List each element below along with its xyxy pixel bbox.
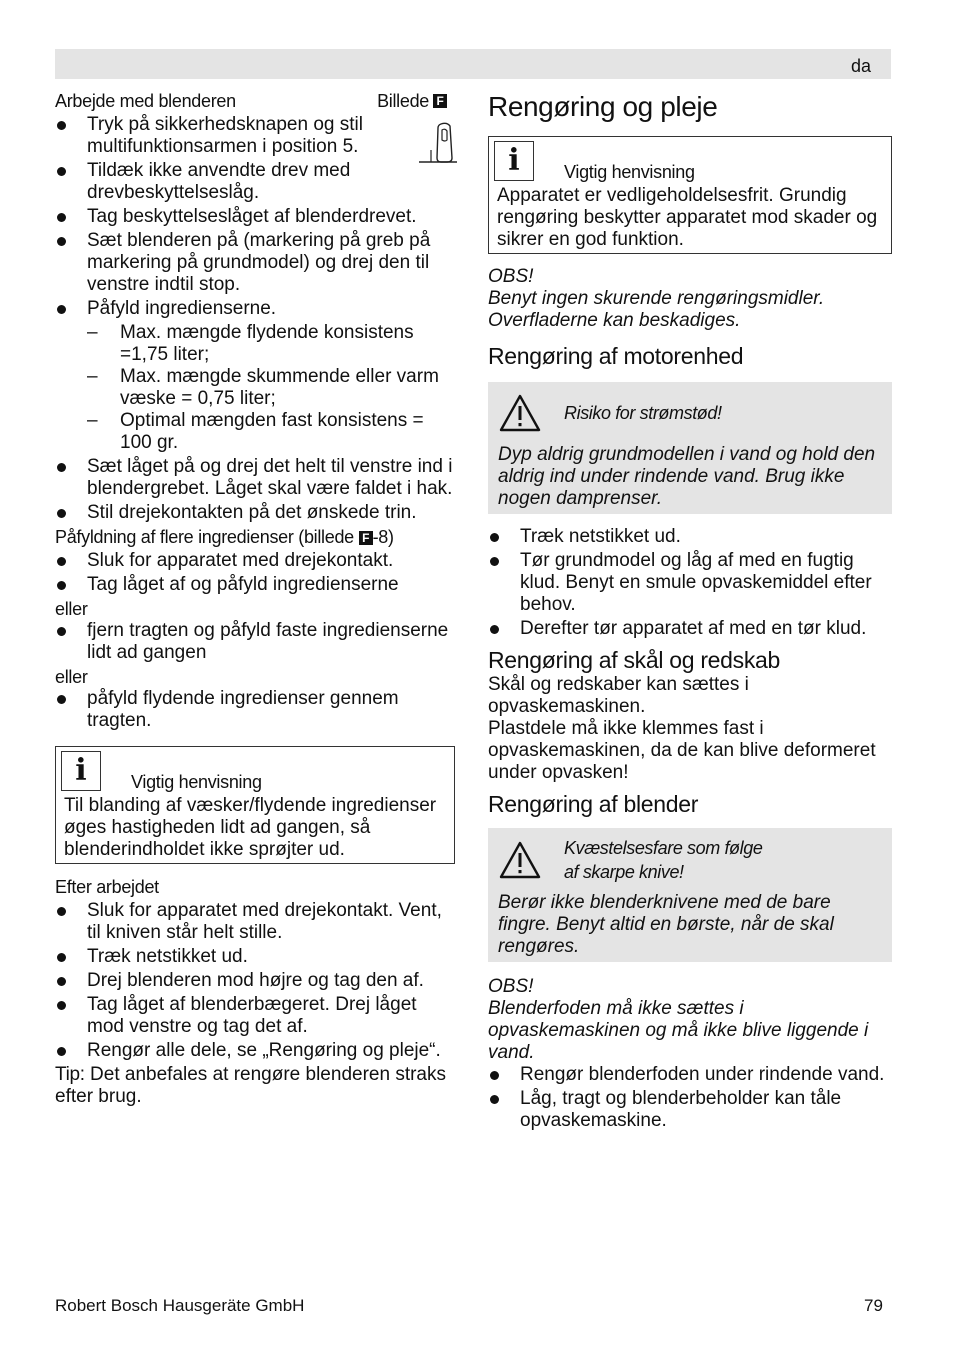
list-item: Sæt låget på og drej det helt til venstre ind i blendergrebet. Låget skal være faldet i hak. — [55, 456, 455, 500]
sub-list-item: – Optimal mængden fast konsistens = 100 gr. — [55, 410, 455, 454]
tip-text: Det anbefales at rengøre blenderen straks efter brug. — [55, 1064, 446, 1107]
section-work-header — [55, 90, 455, 112]
info-icon: i — [61, 751, 101, 791]
list-item: Tildæk ikke anvendte drev med drevbeskyttelseslåg. — [55, 160, 455, 204]
warning-text: Dyp aldrig grundmodellen i vand og hold den aldrig ind under rindende vand. Brug ikke nogen damprenser. — [498, 444, 876, 509]
section-title-bowl: Rengøring af skål og redskab — [488, 647, 781, 673]
after-work-list — [55, 900, 455, 1062]
or-label: eller — [55, 599, 88, 619]
warning-text: Berør ikke blenderknivene med de bare fingre. Benyt altid en børste, når de skal rengøres. — [498, 892, 834, 957]
warning-triangle-icon — [498, 840, 542, 880]
list-item: Stil drejekontakten på det ønskede trin. — [55, 502, 455, 524]
language-code: da — [850, 56, 871, 76]
note-text: Apparatet er vedligeholdelsesfrit. Grundig rengøring beskytter apparatet mod skader og sikrer en god funktion. — [497, 185, 878, 250]
bowl-paragraph-2: Plastdele må ikke klemmes fast i opvaskemaskinen, da de kan blive deformeret under opvasken! — [488, 718, 876, 783]
list-item: Rengør blenderfoden under rindende vand. — [488, 1064, 892, 1086]
refill-list-b — [55, 620, 455, 664]
figure-letter-box: F — [359, 531, 373, 545]
or-label: eller — [55, 667, 88, 687]
bowl-paragraph-1: Skål og redskaber kan sættes i opvaskemaskinen. — [488, 674, 749, 717]
note-title: Vigtig henvisning — [131, 772, 262, 792]
important-note-box — [55, 746, 455, 864]
sub-list-item: – Max. mængde skummende eller varm væske = 0,75 liter; — [55, 366, 455, 410]
tip-label: Tip: — [55, 1064, 85, 1085]
list-item: Tag beskyttelseslåget af blenderdrevet. — [55, 206, 455, 228]
section-title-blender: Rengøring af blender — [488, 791, 699, 817]
section-title-motor: Rengøring af motorenhed — [488, 343, 744, 369]
quantity-sub-list — [55, 322, 455, 454]
page-title: Rengøring og pleje — [488, 91, 718, 122]
warning-title: Risiko for strømstød! — [564, 403, 722, 423]
sub-list-item: – Max. mængde flydende konsistens =1,75 liter; — [55, 322, 455, 366]
figure-label: Billede — [377, 91, 429, 111]
list-item: Sæt blenderen på (markering på greb på markering på grundmodel) og drej den til venstre indtil stop. — [55, 230, 455, 296]
note-header — [64, 747, 446, 795]
refill-list-c — [55, 688, 455, 732]
list-item: Rengør alle dele, se „Rengøring og pleje“. — [55, 1040, 455, 1062]
warning-box-electric — [488, 382, 892, 514]
right-column — [488, 90, 892, 1134]
list-item: Drej blenderen mod højre og tag den af. — [55, 970, 455, 992]
warning-triangle-icon — [498, 393, 542, 433]
list-item: påfyld flydende ingredienser gennem tragten. — [55, 688, 455, 732]
important-note-box — [488, 136, 892, 254]
list-item: Påfyld ingredienserne. — [55, 298, 455, 320]
warning-box-knives — [488, 828, 892, 962]
note-text: Til blanding af væsker/flydende ingredienser øges hastigheden lidt ad gangen, så blenderindholdet ikke sprøjter ud. — [64, 795, 437, 860]
list-item: fjern tragten og påfyld faste ingredienserne lidt ad gangen — [55, 620, 455, 664]
note-header — [497, 137, 883, 185]
refill-list — [55, 550, 455, 596]
warning-title: Kvæstelsesfare som følge af skarpe knive! — [564, 838, 763, 882]
list-item: Tag låget af og påfyld ingredienserne — [55, 574, 455, 596]
note-title: Vigtig henvisning — [564, 162, 695, 182]
list-item: Tryk på sikkerhedsknapen og stil multifunktionsarmen i position 5. — [55, 114, 455, 158]
list-item: Tag låget af blenderbægeret. Drej låget mod venstre og tag det af. — [55, 994, 455, 1038]
footer-company: Robert Bosch Hausgeräte GmbH — [55, 1296, 305, 1315]
obs-text: Benyt ingen skurende rengøringsmidler. Overfladerne kan beskadiges. — [488, 288, 825, 331]
work-steps-list — [55, 114, 455, 320]
warning-header — [498, 828, 882, 892]
list-item: Træk netstikket ud. — [488, 526, 892, 548]
warning-header — [498, 382, 882, 444]
list-item: Tør grundmodel og låg af med en fugtig klud. Benyt en smule opvaskemiddel efter behov. — [488, 550, 892, 616]
list-item: Sluk for apparatet med drejekontakt. Vent, til kniven står helt stille. — [55, 900, 455, 944]
figure-reference — [377, 90, 447, 112]
info-icon: i — [494, 141, 534, 181]
obs-label: OBS! — [488, 976, 534, 997]
blender-cleaning-list — [488, 1064, 892, 1132]
figure-letter-box: F — [433, 94, 447, 108]
tip-paragraph — [55, 1064, 455, 1108]
header-bar — [55, 49, 891, 79]
section-title-after: Efter arbejdet — [55, 877, 159, 897]
work-steps-list-2 — [55, 456, 455, 524]
section-title-refill: Påfyldning af flere ingredienser (billede F -8) — [55, 527, 394, 547]
section-title-work: Arbejde med blenderen — [55, 91, 236, 111]
list-item: Træk netstikket ud. — [55, 946, 455, 968]
list-item: Sluk for apparatet med drejekontakt. — [55, 550, 455, 572]
left-column — [55, 90, 455, 1108]
motor-cleaning-list — [488, 526, 892, 640]
list-item: Derefter tør apparatet af med en tør klud. — [488, 618, 892, 640]
page-number: 79 — [864, 1296, 883, 1315]
list-item: Låg, tragt og blenderbeholder kan tåle opvaskemaskine. — [488, 1088, 892, 1132]
obs-text: Blenderfoden må ikke sættes i opvaskemaskinen og må ikke blive liggende i vand. — [488, 998, 869, 1063]
obs-label: OBS! — [488, 266, 534, 287]
